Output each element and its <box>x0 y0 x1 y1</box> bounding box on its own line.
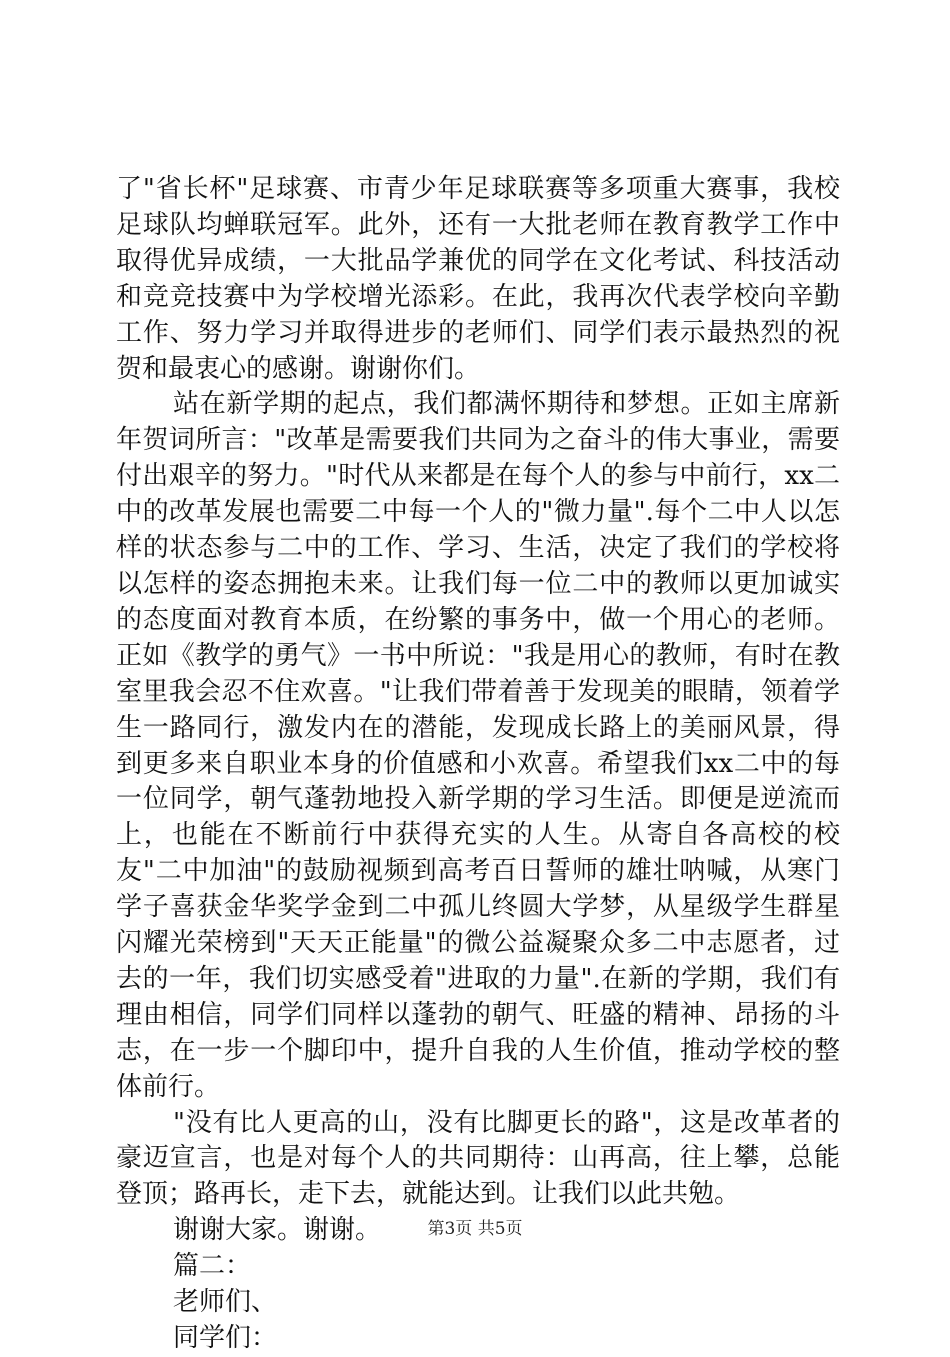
paragraph-2: 站在新学期的起点，我们都满怀期待和梦想。正如主席新年贺词所言："改革是需要我们共同为之奋斗的伟大事业，需要付出艰辛的努力。"时代从来都是在每个人的参与中前行，xx二中的改革发展也需要二中每一个人的"微力量".每个二中人以怎样的状态参与二中的工作、学习、生活，决定了我们的学校将以怎样的姿态拥抱未来。让我们每一位二中的教师以更加诚实的态度面对教育本质，在纷繁的事务中，做一个用心的老师。正如《教学的勇气》一书中所说："我是用心的教师，有时在教室里我会忍不住欢喜。"让我们带着善于发现美的眼睛，领着学生一路同行，激发内在的潜能，发现成长路上的美丽风景，得到更多来自职业本身的价值感和小欢喜。希望我们xx二中的每一位同学，朝气蓬勃地投入新学期的学习生活。即便是逆流而上，也能在不断前行中获得充实的人生。从寄自各高校的校友"二中加油"的鼓励视频到高考百日誓师的雄壮呐喊，从寒门学子喜获金华奖学金到二中孤儿终圆大学梦，从星级学生群星闪耀光荣榜到"天天正能量"的微公益凝聚众多二中志愿者，过去的一年，我们切实感受着"进取的力量".在新的学期，我们有理由相信，同学们同样以蓬勃的朝气、旺盛的精神、昂扬的斗志，在一步一个脚印中，提升自我的人生价值，推动学校的整体前行。 <box>116 389 840 1102</box>
salutation-teachers: 老师们、 <box>173 1287 278 1318</box>
paragraph-thanks: 谢谢大家。谢谢。 <box>173 1215 382 1246</box>
salutation-students: 同学们： <box>173 1323 278 1353</box>
paragraph-3: "没有比人更高的山，没有比脚更长的路"，这是改革者的豪迈宣言，也是对每个人的共同期待：山再高，往上攀，总能登顶；路再长，走下去，就能达到。让我们以此共勉。 <box>116 1107 840 1210</box>
paragraph-1: 了"省长杯"足球赛、市青少年足球联赛等多项重大赛事，我校足球队均蝉联冠军。此外，还有一大批老师在教育教学工作中取得优异成绩，一大批品学兼优的同学在文化考试、科技活动和竞竞技赛中为学校增光添彩。在此，我再次代表学校向辛勤工作、努力学习并取得进步的老师们、同学们表示最热烈的祝贺和最衷心的感谢。谢谢你们。 <box>116 174 840 384</box>
document-body <box>116 172 840 1357</box>
page-number-footer: 第3页 共5页 <box>427 1219 523 1239</box>
section-heading: 篇二： <box>173 1251 252 1282</box>
